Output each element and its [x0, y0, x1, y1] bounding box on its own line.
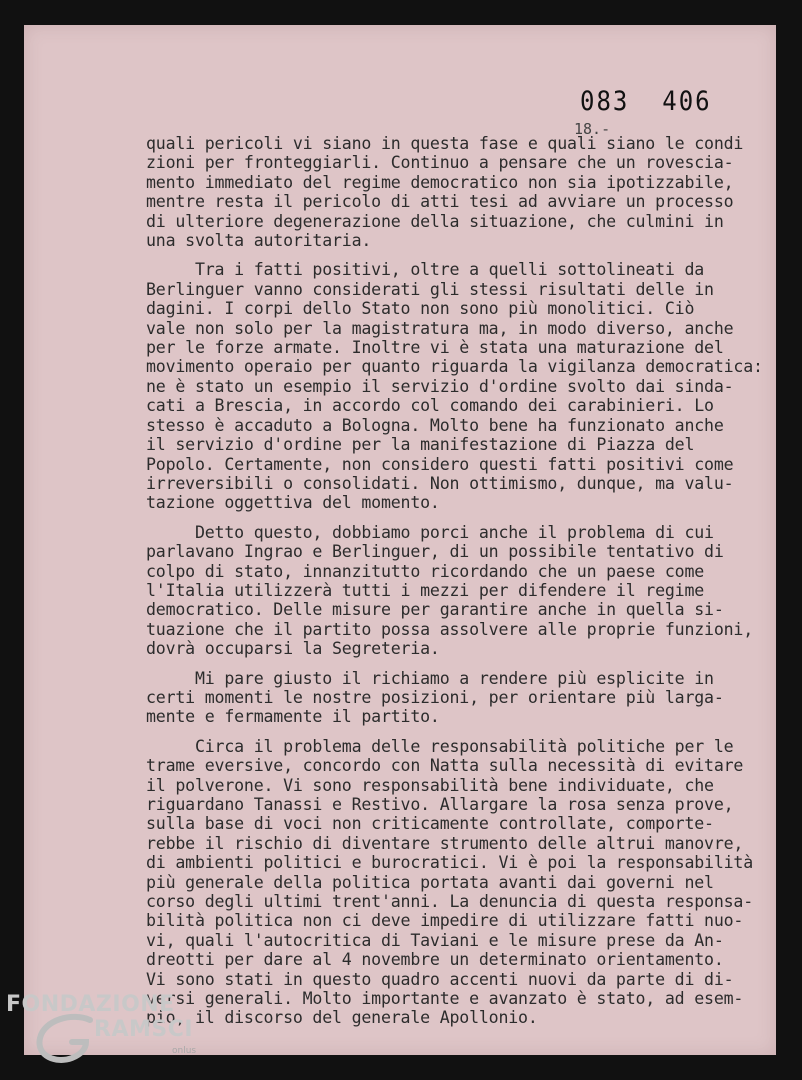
text-line: democratico. Delle misure per garantire anche in quella si- — [146, 600, 724, 620]
text-line: di ulteriore degenerazione della situazione, che culmini in — [146, 211, 724, 231]
text-line: di ambienti politici e burocratici. Vi è poi la responsabilità — [146, 853, 753, 873]
text-line: vale non solo per la magistratura ma, in modo diverso, anche — [146, 318, 734, 338]
paragraph — [146, 260, 766, 512]
text-line: corso degli ultimi trent'anni. La denuncia di questa responsa- — [146, 892, 753, 912]
text-line: Detto questo, dobbiamo porci anche il problema di cui — [146, 522, 714, 542]
text-line: Vi sono stati in questo quadro accenti nuovi da parte di di- — [146, 969, 734, 989]
text-line: parlavano Ingrao e Berlinguer, di un possibile tentativo di — [146, 542, 724, 562]
page-number: 18.- — [574, 120, 611, 138]
text-line: trame eversive, concordo con Natta sulla necessità di evitare — [146, 756, 744, 776]
text-line: rebbe il rischio di diventare strumento delle altrui manovre, — [146, 833, 744, 853]
text-line: tazione oggettiva del momento. — [146, 493, 440, 513]
document-body — [146, 134, 766, 1038]
text-line: il polverone. Vi sono responsabilità bene individuate, che — [146, 775, 714, 795]
text-line: mento immediato del regime democratico non sia ipotizzabile, — [146, 172, 734, 192]
text-line: Circa il problema delle responsabilità politiche per le — [146, 736, 734, 756]
logo-text-fondazione: FONDAZIONE — [6, 992, 175, 1017]
text-line: zioni per fronteggiarli. Continuo a pensare che un rovescia- — [146, 153, 734, 173]
text-line: Berlinguer vanno considerati gli stessi risultati delle in — [146, 279, 714, 299]
text-line: mentre resta il pericolo di atti tesi ad avviare un processo — [146, 192, 734, 212]
text-line: sulla base di voci non criticamente controllate, comporte- — [146, 814, 714, 834]
text-line: stesso è accaduto a Bologna. Molto bene ha funzionato anche — [146, 415, 724, 435]
text-line: irreversibili o consolidati. Non ottimismo, dunque, ma valu- — [146, 473, 734, 493]
text-line: Mi pare giusto il richiamo a rendere più esplicite in — [146, 668, 714, 688]
logo-g-swoosh-icon — [32, 1012, 100, 1066]
text-line: quali pericoli vi siano in questa fase e quali siano le condi — [146, 134, 744, 153]
logo-text-gramsci: RAMSCI — [94, 1017, 194, 1042]
text-line: pio, il discorso del generale Apollonio. — [146, 1008, 538, 1028]
text-line: tuazione che il partito possa assolvere alle proprie funzioni, — [146, 619, 753, 639]
text-line: riguardano Tanassi e Restivo. Allargare la rosa senza prove, — [146, 795, 734, 814]
paragraph — [146, 737, 766, 1028]
text-line: dovrà occuparsi la Segreteria. — [146, 639, 440, 659]
archive-stamp-number: 083 406 — [580, 85, 712, 117]
text-line: l'Italia utilizzerà tutti i mezzi per difendere il regime — [146, 580, 705, 600]
text-line: Popolo. Certamente, non considero questi fatti positivi come — [146, 454, 734, 474]
text-line: vi, quali l'autocritica di Taviani e le misure prese da An- — [146, 930, 724, 950]
text-line: il servizio d'ordine per la manifestazione di Piazza del — [146, 435, 695, 455]
text-line: movimento operaio per quanto riguarda la vigilanza democratica: — [146, 357, 763, 377]
text-line: dreotti per dare al 4 novembre un determinato orientamento. — [146, 950, 724, 970]
paragraph — [146, 669, 766, 727]
text-line: ne è stato un esempio il servizio d'ordine svolto dai sinda- — [146, 376, 734, 396]
text-line: bilità politica non ci deve impedire di utilizzare fatti nuo- — [146, 911, 744, 931]
text-line: certi momenti le nostre posizioni, per orientare più larga- — [146, 687, 724, 707]
paragraph — [146, 134, 766, 250]
text-line: mente e fermamente il partito. — [146, 707, 440, 727]
fondazione-gramsci-logo — [6, 992, 206, 1072]
text-line: cati a Brescia, in accordo col comando dei carabinieri. Lo — [146, 396, 714, 416]
text-line: per le forze armate. Inoltre vi è stata una maturazione del — [146, 338, 724, 358]
text-line: versi generali. Molto importante e avanzato è stato, ad esem- — [146, 989, 744, 1009]
text-line: colpo di stato, innanzitutto ricordando che un paese come — [146, 561, 705, 581]
paragraph — [146, 523, 766, 659]
logo-text-onlus: onlus — [172, 1046, 197, 1056]
text-line: Tra i fatti positivi, oltre a quelli sottolineati da — [146, 260, 705, 280]
text-line: una svolta autoritaria. — [146, 231, 372, 251]
text-line: dagini. I corpi dello Stato non sono più monolitici. Ciò — [146, 299, 695, 319]
text-line: più generale della politica portata avanti dai governi nel — [146, 872, 714, 892]
